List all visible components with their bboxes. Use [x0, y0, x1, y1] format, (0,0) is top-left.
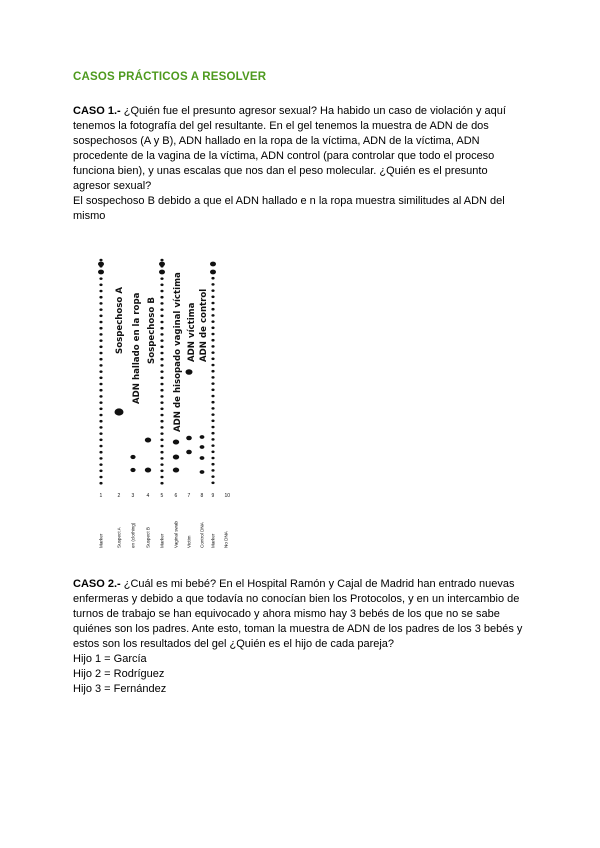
gel-band: [160, 327, 163, 330]
lane-label: Suspect B: [145, 527, 151, 548]
lane-number: 5: [160, 493, 164, 499]
case-2-line: turnos de trabajo se han equivocado y ahora mismo hay 3 bebés de los que no se sabe: [73, 608, 500, 620]
gel-band: [160, 277, 163, 280]
gel-band: [160, 383, 163, 386]
gel-band: [99, 333, 102, 336]
gel-band: [211, 327, 214, 330]
lane-number: 2: [117, 493, 121, 499]
gel-band: [211, 401, 214, 404]
gel-band: [99, 290, 102, 293]
gel-band: [160, 290, 163, 293]
lane-label: Vaginal swab: [173, 521, 179, 548]
gel-band: [211, 426, 214, 429]
lane-number: 9: [211, 493, 215, 499]
gel-lane-labels: [99, 521, 229, 548]
gel-band: [160, 420, 163, 423]
hijo-3-line: Hijo 3 = Fernández: [73, 683, 167, 695]
gel-band: [99, 259, 102, 262]
gel-band: [160, 339, 163, 342]
gel-band: [99, 352, 102, 355]
gel-band: [99, 358, 102, 361]
case-1-answer-line: El sospechoso B debido a que el ADN hallado e n la ropa muestra similitudes al ADN del: [73, 195, 505, 207]
gel-band: [160, 439, 163, 442]
case-1-line: procedente de la vagina de la víctima, ADN control (para controlar que todo el proceso: [73, 150, 495, 162]
gel-band: [99, 395, 102, 398]
gel-band: [160, 457, 163, 460]
gel-band: [211, 451, 214, 454]
lane-label: en (clothing): [130, 522, 136, 548]
gel-band: [99, 327, 102, 330]
gel-band: [160, 414, 163, 417]
gel-band: [99, 414, 102, 417]
gel-band: [160, 259, 163, 262]
gel-band: [99, 426, 102, 429]
gel-band: [99, 482, 102, 485]
label-adn-victima: ADN víctima: [187, 302, 197, 362]
gel-band: [99, 383, 102, 386]
dna-gel-image: [88, 252, 240, 550]
gel-band: [211, 457, 214, 460]
gel-band: [211, 302, 214, 305]
gel-band: [130, 455, 135, 459]
gel-band: [160, 364, 163, 367]
gel-band: [160, 482, 163, 485]
gel-band: [200, 445, 205, 449]
gel-band: [160, 470, 163, 473]
lane-number: 1: [99, 493, 103, 499]
hijo-1-line: Hijo 1 = García: [73, 653, 147, 665]
lane-number: 10: [224, 493, 231, 499]
gel-band: [211, 444, 214, 447]
gel-band: [99, 476, 102, 479]
gel-band: [99, 315, 102, 318]
gel-band: [160, 333, 163, 336]
gel-band: [173, 439, 179, 444]
case-1-line: CASO 1.- ¿Quién fue el presunto agresor sexual? Ha habido un caso de violación y aquí: [73, 105, 506, 117]
gel-band: [145, 467, 151, 472]
gel-band: [211, 351, 214, 354]
gel-band: [160, 463, 163, 466]
gel-band: [200, 435, 205, 439]
case-2-line: quiénes son los padres. Ante esto, toman la muestra de ADN de los padres de los 3 bebés y: [73, 623, 523, 635]
gel-band: [99, 432, 102, 435]
gel-band: [160, 408, 163, 411]
gel-band: [160, 346, 163, 349]
gel-band: [211, 345, 214, 348]
gel-band: [160, 315, 163, 318]
gel-band: [160, 302, 163, 305]
case-2-line: enfermeras y debido a que todavía no conocían bien los Protocolos, y en un intercambio de: [73, 593, 520, 605]
gel-band: [99, 377, 102, 380]
lane-label: Suspect A: [116, 527, 122, 548]
case-1-line: agresor sexual?: [73, 180, 152, 192]
gel-band: [211, 339, 214, 342]
gel-band: [98, 262, 104, 267]
gel-band: [211, 296, 214, 299]
gel-band: [211, 364, 214, 367]
gel-band: [210, 270, 216, 275]
lane-number: 4: [146, 493, 150, 499]
gel-band: [186, 450, 192, 454]
gel-band: [211, 314, 214, 317]
case-1-heading: CASO 1.-: [73, 105, 121, 117]
gel-band: [160, 370, 163, 373]
gel-band: [99, 284, 102, 287]
gel-band: [211, 463, 214, 466]
gel-band: [211, 482, 214, 485]
gel-band: [159, 270, 165, 275]
gel-band: [211, 413, 214, 416]
gel-band: [160, 308, 163, 311]
gel-band: [160, 296, 163, 299]
gel-band: [99, 308, 102, 311]
gel-band: [160, 321, 163, 324]
gel-band: [160, 401, 163, 404]
gel-band: [211, 358, 214, 361]
gel-band: [160, 432, 163, 435]
gel-band: [211, 407, 214, 410]
gel-band: [160, 426, 163, 429]
gel-band: [173, 454, 179, 459]
gel-band: [200, 470, 205, 474]
gel-band: [99, 463, 102, 466]
gel-band: [160, 377, 163, 380]
gel-band: [99, 321, 102, 324]
label-sospechoso-b: Sospechoso B: [147, 297, 157, 364]
gel-band: [160, 395, 163, 398]
gel-band: [211, 395, 214, 398]
gel-band: [115, 408, 124, 415]
hijo-2-line: Hijo 2 = Rodríguez: [73, 668, 165, 680]
gel-band: [99, 457, 102, 460]
label-adn-control: ADN de control: [199, 288, 209, 362]
case-2-line: estos son los resultados del gel ¿Quién es el hijo de cada pareja?: [73, 638, 395, 650]
gel-band: [99, 364, 102, 367]
gel-band: [160, 352, 163, 355]
gel-band: [159, 262, 165, 267]
lane-label: No DNA: [223, 531, 229, 548]
gel-band: [211, 382, 214, 385]
gel-band: [210, 262, 216, 267]
gel-band: [211, 320, 214, 323]
gel-band: [211, 370, 214, 373]
gel-band: [99, 339, 102, 342]
gel-band: [211, 475, 214, 478]
gel-band: [211, 376, 214, 379]
gel-band: [99, 277, 102, 280]
lane-label: Victim: [186, 535, 192, 548]
case-2-heading: CASO 2.-: [73, 578, 121, 590]
gel-band: [99, 296, 102, 299]
gel-band: [160, 445, 163, 448]
case-1-answer-line: mismo: [73, 210, 106, 222]
gel-band: [211, 438, 214, 441]
case-2-text: [73, 577, 533, 697]
gel-band: [160, 284, 163, 287]
case-1-line: sospechosos (A y B), ADN hallado en la ropa de la víctima, ADN de la víctima, ADN: [73, 135, 480, 147]
lane-label: Marker: [98, 533, 104, 548]
gel-band: [211, 420, 214, 423]
gel-band: [99, 389, 102, 392]
gel-band: [99, 470, 102, 473]
gel-band: [211, 333, 214, 336]
lane-number: 3: [131, 493, 135, 499]
gel-band: [99, 420, 102, 423]
lane-label: Marker: [210, 533, 216, 548]
label-adn-ropa: ADN hallado en la ropa: [132, 292, 142, 404]
lane-number: 6: [174, 493, 178, 499]
label-hisopado-vaginal: ADN de hisopado vaginal víctima: [173, 272, 183, 432]
gel-band: [145, 437, 151, 442]
gel-lane-numbers: [100, 493, 231, 499]
gel-band: [160, 358, 163, 361]
gel-band: [211, 432, 214, 435]
gel-band: [160, 451, 163, 454]
gel-band: [211, 289, 214, 292]
gel-band: [99, 451, 102, 454]
gel-band: [211, 469, 214, 472]
gel-band: [211, 308, 214, 311]
gel-band: [99, 302, 102, 305]
section-title: CASOS PRÁCTICOS A RESOLVER: [73, 71, 267, 83]
gel-band: [130, 468, 135, 472]
gel-band: [200, 456, 205, 460]
case-1-text: [73, 104, 533, 224]
gel-band: [173, 467, 179, 472]
case-2-line: CASO 2.- ¿Cuál es mi bebé? En el Hospital Ramón y Cajal de Madrid han entrado nuevas: [73, 578, 515, 590]
gel-band: [99, 346, 102, 349]
case-1-line: tenemos la fotografía del gel resultante. En el gel tenemos la muestra de ADN de dos: [73, 120, 489, 132]
lane-number: 8: [200, 493, 204, 499]
gel-band: [99, 401, 102, 404]
lane-label: Control DNA: [199, 522, 205, 548]
gel-band: [99, 370, 102, 373]
gel-band: [186, 369, 193, 375]
gel-band: [160, 476, 163, 479]
gel-band: [98, 270, 104, 275]
gel-band: [211, 277, 214, 280]
gel-band: [99, 408, 102, 411]
gel-band: [160, 389, 163, 392]
lane-label: Marker: [159, 533, 165, 548]
case-1-line: funciona bien), y unas escalas que nos dan el peso molecular. ¿Quién es el presunto: [73, 165, 488, 177]
gel-band: [211, 389, 214, 392]
label-sospechoso-a: Sospechoso A: [115, 287, 125, 354]
gel-band: [186, 436, 192, 440]
lane-number: 7: [187, 493, 191, 499]
gel-band: [99, 439, 102, 442]
gel-band: [211, 283, 214, 286]
gel-band: [99, 445, 102, 448]
